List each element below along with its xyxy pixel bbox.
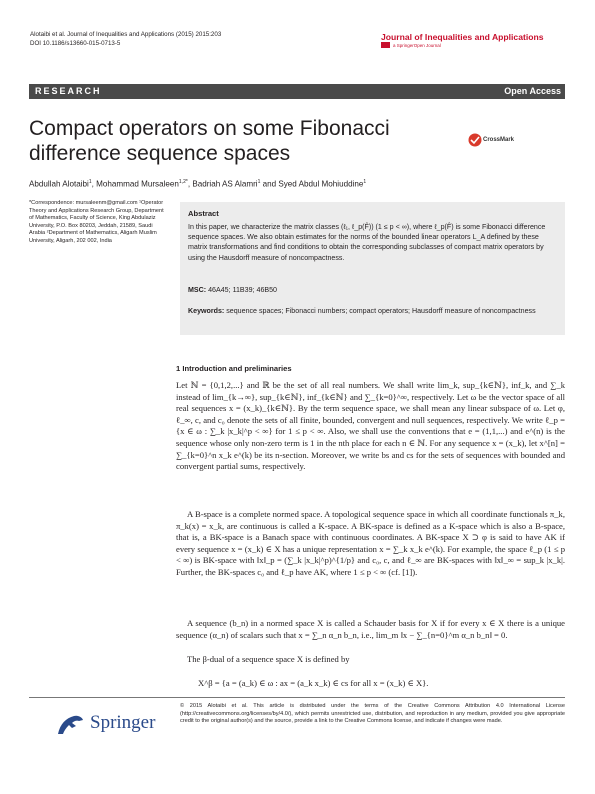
springer-horse-icon <box>52 712 86 738</box>
section-heading: 1 Introduction and preliminaries <box>176 364 292 373</box>
journal-name[interactable]: Journal of Inequalities and Applications <box>381 32 544 42</box>
abstract-heading: Abstract <box>188 209 219 218</box>
footer-divider <box>29 697 565 698</box>
keywords-line <box>188 306 558 316</box>
author-affil-marker: 1,2* <box>178 179 188 185</box>
affiliations: *Correspondence: mursaleenm@gmail.com ¹Operator Theory and Applications Research Group, Department of Mathematics, Faculty of Science, King Abdulaziz University, P.O. Box 80203, Jeddah, 21589, Saudi Arabia ²Department of Mathematics, Aligarh Muslim University, Aligarh, 202 002, India <box>29 200 164 244</box>
msc-label: MSC: <box>188 286 207 294</box>
keywords-text: sequence spaces; Fibonacci numbers; compact operators; Hausdorff measure of noncompactness <box>224 307 536 315</box>
article-type-label: RESEARCH <box>35 86 102 96</box>
article-title: Compact operators on some Fibonacci difference sequence spaces <box>29 117 390 165</box>
body-paragraph: Let ℕ = {0,1,2,...} and ℝ be the set of all real numbers. We shall write lim_k, sup_{k∈ℕ}, inf_k, and ∑_k instead of lim_{k→∞}, sup_{k∈ℕ}, inf_{k∈ℕ} and ∑_{k=0}^∞, respectively. Let ω be the vector space of all real sequences x = (x_k)_{k∈ℕ}. By the term sequence space, we shall mean any linear subspace of ω. Let φ, ℓ_∞, c, and c₀ denote the sets of all finite, bounded, convergent and null sequences, respectively. We write ℓ_p = {x ∈ ω : ∑_k |x_k|^p < ∞} for 1 ≤ p < ∞. Also, we shall use the conventions that e = (1,1,...) and e^(n) is the sequence whose only non-zero term is 1 in the nth place for each n ∈ ℕ. For any sequence x = (x_k), let x^[n] = ∑_{k=0}^n x_k e^(k) be its n-section. Moreover, we write bs and cs for the sets of sequences with bounded and convergent partial sums, respectively. <box>176 380 565 472</box>
crossmark-icon[interactable] <box>468 133 482 147</box>
author-name[interactable]: , Badriah AS Alamri <box>187 179 258 189</box>
author-name[interactable]: Abdullah Alotaibi <box>29 179 89 189</box>
journal-logo-icon <box>381 42 390 48</box>
author-affil-marker: 1 <box>257 179 261 185</box>
author-affil-marker: 1 <box>88 179 92 185</box>
author-list <box>29 179 366 189</box>
body-paragraph: A B-space is a complete normed space. A topological sequence space in which all coordinate functionals π_k, π_k(x) = x_k, are continuous is called a K-space. A BK-space is defined as a K-space which is also a B-space, that is, a BK-space is a Banach space with continuous coordinates. A BK-space X ⊃ φ is said to have AK if every sequence x = (x_k) ∈ X has a unique representation x = ∑_k x_k e^(k). For example, the space ℓ_p (1 ≤ p < ∞) is BK-space with ‖x‖_p = (∑_k |x_k|^p)^{1/p} and c₀, c, and ℓ_∞ are BK-spaces with ‖x‖_∞ = sup_k |x_k|. Further, the BK-spaces c₀ and ℓ_p have AK, where 1 ≤ p < ∞ (cf. [1]). <box>176 509 565 577</box>
msc-line <box>188 286 277 294</box>
journal-subtitle: a SpringerOpen Journal <box>393 43 441 48</box>
doi-line: DOI 10.1186/s13660-015-0713-5 <box>30 40 121 47</box>
crossmark-label[interactable]: CrossMark <box>483 137 515 143</box>
keywords-label: Keywords: <box>188 307 225 315</box>
msc-codes: 46A45; 11B39; 46B50 <box>206 286 278 294</box>
article-type-bar <box>29 84 565 99</box>
license-text: © 2015 Alotaibi et al. This article is distributed under the terms of the Creative Commons Attribution 4.0 International License (http://creativecommons.org/licenses/by/4.0/), which permits unrestricted use, distribution, and reproduction in any medium, provided you give appropriate credit to the original author(s) and the source, provide a link to the Creative Commons license, and indicate if changes were made. <box>180 703 565 725</box>
author-name[interactable]: and Syed Abdul Mohiuddine <box>260 179 364 189</box>
author-name[interactable]: , Mohammad Mursaleen <box>91 179 179 189</box>
open-access-label: Open Access <box>504 86 561 96</box>
body-paragraph: The β-dual of a sequence space X is defined by <box>187 654 350 664</box>
abstract-text: In this paper, we characterize the matrix classes (ℓ₁, ℓ_p(F̂)) (1 ≤ p < ∞), where ℓ_p(F̂) is some Fibonacci difference sequence spaces. We also obtain estimates for the norms of the bounded linear operators L_A defined by these matrix transformations and find conditions to obtain the corresponding subclasses of compact matrix operators by using the Hausdorff measure of noncompactness. <box>188 223 546 262</box>
author-affil-marker: 1 <box>363 179 367 185</box>
beta-dual-formula: X^β = {a = (a_k) ∈ ω : ax = (a_k x_k) ∈ cs for all x = (x_k) ∈ X}. <box>198 678 429 688</box>
springer-wordmark: Springer <box>90 712 156 733</box>
citation-block <box>30 30 221 48</box>
body-paragraph: A sequence (b_n) in a normed space X is called a Schauder basis for X if for every x ∈ X there is a unique sequence (α_n) of scalars such that x = ∑_n α_n b_n, i.e., lim_m ‖x − ∑_{n=0}^m α_n b_n‖ = 0. <box>176 618 565 640</box>
citation-line: Alotaibi et al. Journal of Inequalities and Applications (2015) 2015:203 <box>30 31 222 38</box>
